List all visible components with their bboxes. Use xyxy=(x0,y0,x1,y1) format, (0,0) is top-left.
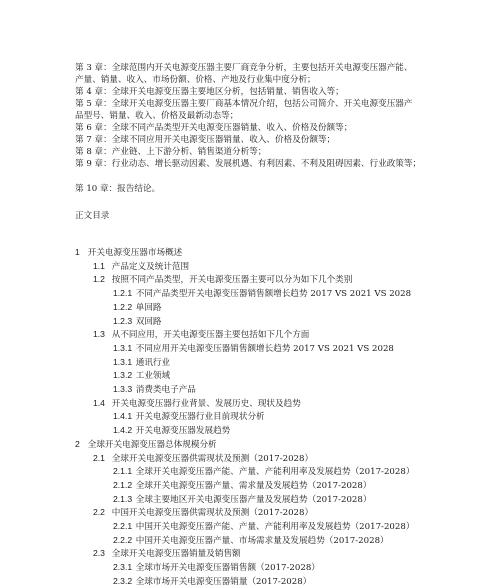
toc-entry-text: 中国开关电源变压器供需现状及预测（2017-2028） xyxy=(109,508,314,519)
toc-entry-text: 开关电源变压器行业背景、发展历史、现状及趋势 xyxy=(109,398,301,409)
toc-entry-text: 中国开关电源变压器产能、产量、产能利用率及发展趋势（2017-2028） xyxy=(133,522,415,532)
toc-entry-text: 全球开关电源变压器销量及销售额 xyxy=(109,549,241,560)
toc-entry-number: 1.3 xyxy=(93,329,105,340)
toc-entry-text: 双回路 xyxy=(133,316,162,327)
toc-entry[interactable] xyxy=(113,534,389,547)
chapter-5-line-1: 第 5 章：全球开关电源变压器主要厂商基本情况介绍，包括公司简介、开关电源变压器产 xyxy=(75,99,413,109)
toc-entry-number: 1.2.1 xyxy=(113,288,133,299)
toc-entry[interactable] xyxy=(113,315,162,328)
chapter-9-line: 第 9 章：行业动态、增长驱动因素、发展机遇、有利因素、不利及阻碍因素、行业政策等； xyxy=(75,159,422,169)
toc-entry-number: 1.4 xyxy=(93,397,105,408)
toc-entry-number: 1.3.1 xyxy=(113,356,133,367)
toc-entry-text: 按照不同产品类型，开关电源变压器主要可以分为如下几个类别 xyxy=(109,275,353,286)
toc-entry-text: 不同产品类型开关电源变压器销售额增长趋势 2017 VS 2021 VS 2028 xyxy=(133,289,412,300)
toc-entry-text: 全球开关电源变压器产量、需求量及发展趋势（2017-2028） xyxy=(133,480,372,491)
toc-entry[interactable] xyxy=(113,493,371,506)
toc-entry[interactable] xyxy=(113,520,414,533)
toc-entry[interactable] xyxy=(113,575,311,588)
toc-entry[interactable] xyxy=(113,369,170,382)
toc-entry-number: 2.2.1 xyxy=(113,521,133,531)
toc-entry-text: 消费类电子产品 xyxy=(133,385,196,395)
toc-entry-text: 产品定义及统计范围 xyxy=(109,261,190,272)
toc-entry[interactable] xyxy=(93,273,352,286)
toc-entry[interactable] xyxy=(93,506,313,519)
toc-entry-number: 1.2 xyxy=(93,274,105,285)
toc-entry[interactable] xyxy=(113,383,196,396)
toc-entry[interactable] xyxy=(113,287,411,300)
toc-entry-number: 1.4.2 xyxy=(113,425,133,436)
toc-entry-number: 2 xyxy=(75,438,80,449)
toc-entry-number: 1.3.3 xyxy=(113,384,133,394)
toc-entry-number: 1 xyxy=(75,247,80,257)
toc-entry-text: 全球市场开关电源变压器销量（2017-2028） xyxy=(133,576,312,587)
chapter-8-line: 第 8 章：产业链、上下游分析、销售渠道分析等； xyxy=(75,147,267,157)
toc-entry[interactable] xyxy=(93,397,301,410)
chapter-6-line: 第 6 章：全球不同产品类型开关电源变压器销量、收入、价格及份额等； xyxy=(75,123,353,133)
toc-entry-text: 开关电源变压器市场概述 xyxy=(85,248,183,258)
toc-entry-number: 2.1 xyxy=(93,452,105,463)
toc-entry[interactable] xyxy=(93,452,313,465)
toc-entry-number: 2.3 xyxy=(93,548,105,559)
toc-entry[interactable] xyxy=(93,547,241,560)
toc-entry[interactable] xyxy=(113,342,394,355)
toc-entry-number: 1.1 xyxy=(93,260,105,271)
toc-entry-text: 不同应用开关电源变压器销售额增长趋势 2017 VS 2021 VS 2028 xyxy=(133,343,394,354)
toc-entry[interactable] xyxy=(113,301,162,314)
toc-entry[interactable] xyxy=(113,465,414,478)
toc-entry-text: 开关电源变压器发展趋势 xyxy=(133,426,231,437)
toc-entry-number: 2.1.1 xyxy=(113,466,133,477)
toc-entry-number: 1.2.3 xyxy=(113,315,133,326)
toc-entry[interactable] xyxy=(75,246,182,259)
toc-entry[interactable] xyxy=(113,561,320,574)
toc-entry-text: 从不同应用，开关电源变压器主要包括如下几个方面 xyxy=(109,330,310,341)
toc-entry-text: 全球开关电源变压器供需现状及预测（2017-2028） xyxy=(109,453,314,464)
chapter-5-line-2: 品型号、销量、收入、价格及最新动态等； xyxy=(75,111,239,121)
chapter-7-line: 第 7 章：全球不同应用开关电源变压器销量、收入、价格及份额等； xyxy=(75,135,336,145)
toc-entry-text: 全球开关电源变压器产能、产量、产能利用率及发展趋势（2017-2028） xyxy=(133,467,415,478)
toc-entry-number: 1.2.2 xyxy=(113,301,133,312)
toc-entry-number: 2.3.2 xyxy=(113,575,133,586)
toc-entry-text: 单回路 xyxy=(133,302,162,313)
toc-entry-number: 1.3.1 xyxy=(113,342,133,353)
chapter-4-line: 第 4 章：全球开关电源变压器主要地区分析，包括销量、销售收入等； xyxy=(75,87,344,97)
toc-entry-number: 2.2.2 xyxy=(113,534,133,545)
toc-entry-number: 1.4.1 xyxy=(113,411,133,422)
toc-entry-number: 1.3.2 xyxy=(113,370,133,381)
toc-entry-text: 中国开关电源变压器产量、市场需求量及发展趋势（2017-2028） xyxy=(133,535,389,546)
toc-entry-text: 开关电源变压器行业目前现状分析 xyxy=(133,412,265,423)
toc-entry-text: 通讯行业 xyxy=(133,357,171,368)
toc-entry-text: 工业领域 xyxy=(133,371,171,382)
chapter-3-line-2: 产量、销量、收入、市场份额、价格、产地及行业集中度分析； xyxy=(75,75,316,85)
toc-entry[interactable] xyxy=(75,438,217,451)
toc-entry[interactable] xyxy=(113,424,230,437)
toc-entry-text: 全球开关电源变压器总体规模分析 xyxy=(85,439,217,450)
toc-title: 正文目录 xyxy=(75,211,110,221)
toc-entry-text: 全球市场开关电源变压器销售额（2017-2028） xyxy=(133,563,320,574)
toc-entry[interactable] xyxy=(113,479,371,492)
toc-entry-text: 全球主要地区开关电源变压器产量及发展趋势（2017-2028） xyxy=(133,494,372,505)
toc-entry[interactable] xyxy=(113,410,265,423)
toc-entry[interactable] xyxy=(93,328,309,341)
toc-entry-number: 2.2 xyxy=(93,507,105,518)
toc-entry-number: 2.1.3 xyxy=(113,493,133,504)
chapter-10-line: 第 10 章：报告结论。 xyxy=(75,184,161,194)
toc-entry-number: 2.3.1 xyxy=(113,562,133,573)
toc-entry[interactable] xyxy=(113,356,170,369)
toc-entry[interactable] xyxy=(93,260,189,273)
toc-entry-number: 2.1.2 xyxy=(113,479,133,490)
chapter-3-line-1: 第 3 章：全球范围内开关电源变压器主要厂商竞争分析，主要包括开关电源变压器产能、 xyxy=(75,63,413,73)
